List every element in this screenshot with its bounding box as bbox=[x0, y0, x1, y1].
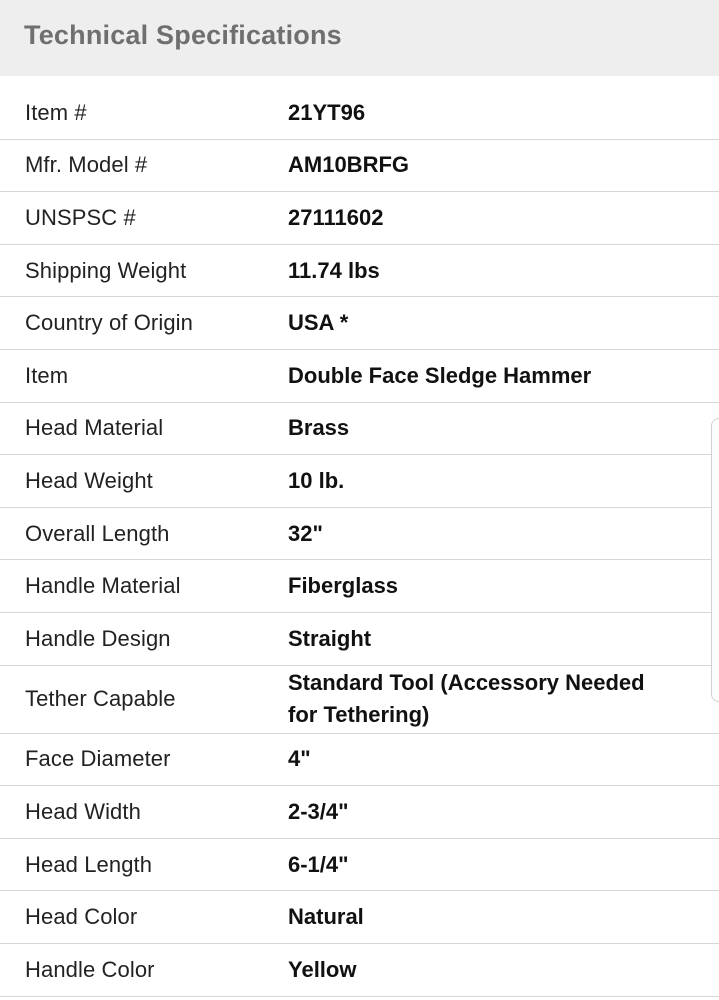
spec-value: Fiberglass bbox=[288, 573, 399, 599]
spec-label: Head Width bbox=[25, 798, 141, 824]
spec-row-shipping-weight bbox=[0, 245, 719, 298]
spec-row-overall-length bbox=[0, 508, 719, 561]
spec-label: Handle Color bbox=[25, 956, 155, 982]
spec-value: Double Face Sledge Hammer bbox=[288, 362, 592, 388]
spec-label: Shipping Weight bbox=[25, 257, 187, 283]
spec-row-head-material bbox=[0, 403, 719, 456]
spec-value: 21YT96 bbox=[288, 99, 366, 125]
spec-label: Overall Length bbox=[25, 520, 170, 546]
spec-row-handle-color bbox=[0, 944, 719, 997]
spec-row-head-length bbox=[0, 839, 719, 892]
spec-value: Standard Tool (Accessory Needed for Tethering) bbox=[288, 670, 645, 728]
spec-row-handle-material bbox=[0, 560, 719, 613]
spec-value: 10 lb. bbox=[288, 467, 345, 493]
spec-value: Brass bbox=[288, 415, 350, 441]
spec-label: Mfr. Model # bbox=[25, 152, 148, 178]
spec-value: 27111602 bbox=[288, 204, 384, 230]
section-title: Technical Specifications bbox=[24, 19, 342, 50]
spec-row-item-number bbox=[0, 87, 719, 140]
spec-label: Handle Material bbox=[25, 573, 181, 599]
spec-value: 32" bbox=[288, 520, 323, 546]
spec-row-item bbox=[0, 350, 719, 403]
spec-row-country-of-origin bbox=[0, 297, 719, 350]
spec-value: 2-3/4" bbox=[288, 798, 349, 824]
spec-label: UNSPSC # bbox=[25, 204, 136, 230]
spec-label: Handle Design bbox=[25, 625, 171, 651]
spec-value: Natural bbox=[288, 904, 364, 930]
spec-row-head-width bbox=[0, 786, 719, 839]
section-header bbox=[0, 0, 719, 76]
spec-value: USA * bbox=[288, 310, 349, 336]
spec-label: Head Color bbox=[25, 904, 138, 930]
spec-label: Head Material bbox=[25, 415, 164, 441]
spec-row-tether-capable bbox=[0, 666, 719, 734]
spec-value: 11.74 lbs bbox=[288, 257, 380, 283]
spec-label: Head Weight bbox=[25, 467, 153, 493]
spec-label: Tether Capable bbox=[25, 686, 176, 712]
spec-value: 6-1/4" bbox=[288, 851, 349, 877]
spec-row-face-diameter bbox=[0, 734, 719, 787]
spec-label: Face Diameter bbox=[25, 746, 171, 772]
scrollbar[interactable] bbox=[711, 418, 719, 702]
spec-row-head-weight bbox=[0, 455, 719, 508]
spec-label: Item bbox=[25, 362, 69, 388]
spec-row-head-color bbox=[0, 891, 719, 944]
spec-label: Head Length bbox=[25, 851, 153, 877]
spec-value: AM10BRFG bbox=[288, 152, 410, 178]
spec-row-unspsc bbox=[0, 192, 719, 245]
spec-label: Country of Origin bbox=[25, 310, 193, 336]
spec-row-handle-design bbox=[0, 613, 719, 666]
spec-label: Item # bbox=[25, 99, 87, 125]
spec-value: Straight bbox=[288, 625, 372, 651]
spec-value: Yellow bbox=[288, 956, 357, 982]
spec-row-mfr-model bbox=[0, 140, 719, 193]
spec-table bbox=[0, 87, 719, 997]
spec-value: 4" bbox=[288, 746, 311, 772]
